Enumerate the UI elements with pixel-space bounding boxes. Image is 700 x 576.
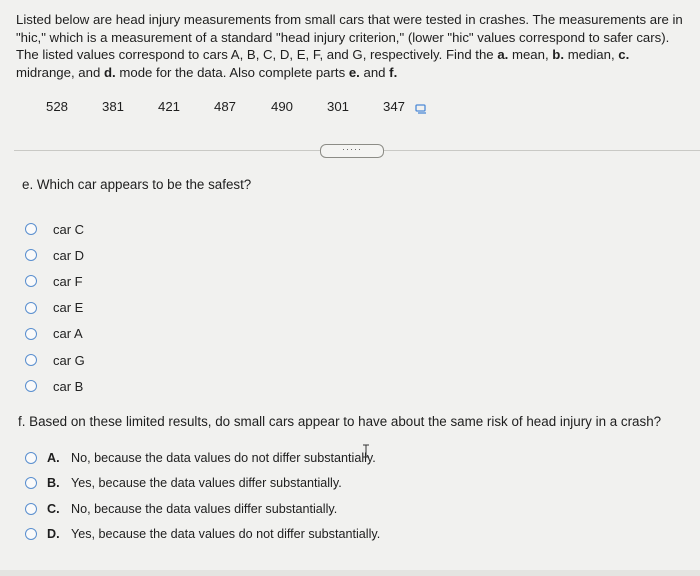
part-a-label: a. (497, 47, 509, 62)
option-car-a[interactable] (25, 321, 85, 347)
option-b[interactable] (25, 471, 380, 497)
part-f-label: f. (389, 64, 398, 80)
option-letter: B. (47, 476, 60, 491)
radio-button[interactable] (25, 275, 37, 287)
intro-text-b: median, (564, 47, 619, 62)
part-c-label: c. (618, 47, 630, 62)
option-label: Yes, because the data values do not differ substantially. (71, 527, 381, 542)
option-label: Yes, because the data values differ substantially. (71, 476, 342, 491)
radio-button[interactable] (25, 302, 37, 314)
question-f: f. Based on these limited results, do small cars appear to have about the same risk of head injury in a crash? (18, 414, 662, 429)
option-car-d[interactable] (25, 242, 85, 268)
radio-button[interactable] (25, 528, 37, 540)
option-letter: A. (47, 450, 60, 465)
option-letter: C. (47, 501, 60, 516)
data-value: 347 (383, 99, 406, 114)
radio-button[interactable] (25, 328, 37, 340)
data-values-row (46, 99, 427, 114)
option-label: car G (53, 352, 85, 368)
option-label: car F (53, 273, 83, 289)
intro-text-e: and (359, 64, 390, 80)
intro-text-a: mean, (508, 47, 553, 62)
option-letter: D. (47, 527, 60, 542)
option-a[interactable] (25, 445, 380, 471)
text-cursor-icon (362, 444, 370, 458)
copy-data-icon[interactable] (415, 102, 427, 112)
expand-button[interactable]: ····· (320, 144, 384, 158)
radio-button[interactable] (25, 380, 37, 392)
option-label: car C (53, 221, 85, 237)
option-label: car D (53, 247, 85, 263)
intro-text: Listed below are head injury measurements from small cars that were tested in crashes. The measurements are in "hic," which is a measurement of a standard "head injury criterion," (lower "hic" values correspond to safer cars). The listed values correspond to cars A, B, C, D, E, F, and G, respectively. Find the (16, 12, 683, 62)
radio-button[interactable] (25, 223, 37, 235)
option-car-b[interactable] (25, 373, 85, 399)
data-value: 421 (158, 99, 181, 114)
part-d-label: d. (103, 64, 116, 80)
data-value: 490 (271, 99, 294, 114)
option-car-e[interactable] (25, 295, 85, 321)
part-e-label: e. (348, 64, 360, 80)
radio-button[interactable] (25, 452, 37, 464)
option-car-g[interactable] (25, 347, 85, 373)
data-value: 381 (102, 99, 125, 114)
radio-button[interactable] (25, 354, 37, 366)
option-label: No, because the data values do not differ substantially. (71, 450, 376, 465)
question-e: e. Which car appears to be the safest? (22, 177, 252, 192)
data-value: 301 (327, 99, 350, 114)
option-c[interactable] (25, 496, 380, 522)
part-b-label: b. (552, 47, 565, 62)
intro-text-d: mode for the data. Also complete parts (115, 64, 349, 80)
option-label: car B (53, 378, 84, 394)
problem-statement (16, 11, 688, 81)
option-label: No, because the data values differ substantially. (71, 501, 338, 516)
options-f-list (25, 445, 380, 547)
option-label: car A (53, 326, 83, 342)
radio-button[interactable] (25, 249, 37, 261)
intro-text-c: midrange, and (16, 64, 104, 80)
option-car-c[interactable] (25, 216, 85, 242)
radio-button[interactable] (25, 477, 37, 489)
data-value: 528 (46, 99, 69, 114)
bottom-edge (0, 570, 700, 576)
radio-button[interactable] (25, 503, 37, 515)
options-e-list (25, 216, 85, 399)
option-car-f[interactable] (25, 268, 85, 294)
option-label: car E (53, 300, 84, 316)
option-d[interactable] (25, 522, 380, 548)
data-value: 487 (214, 99, 237, 114)
